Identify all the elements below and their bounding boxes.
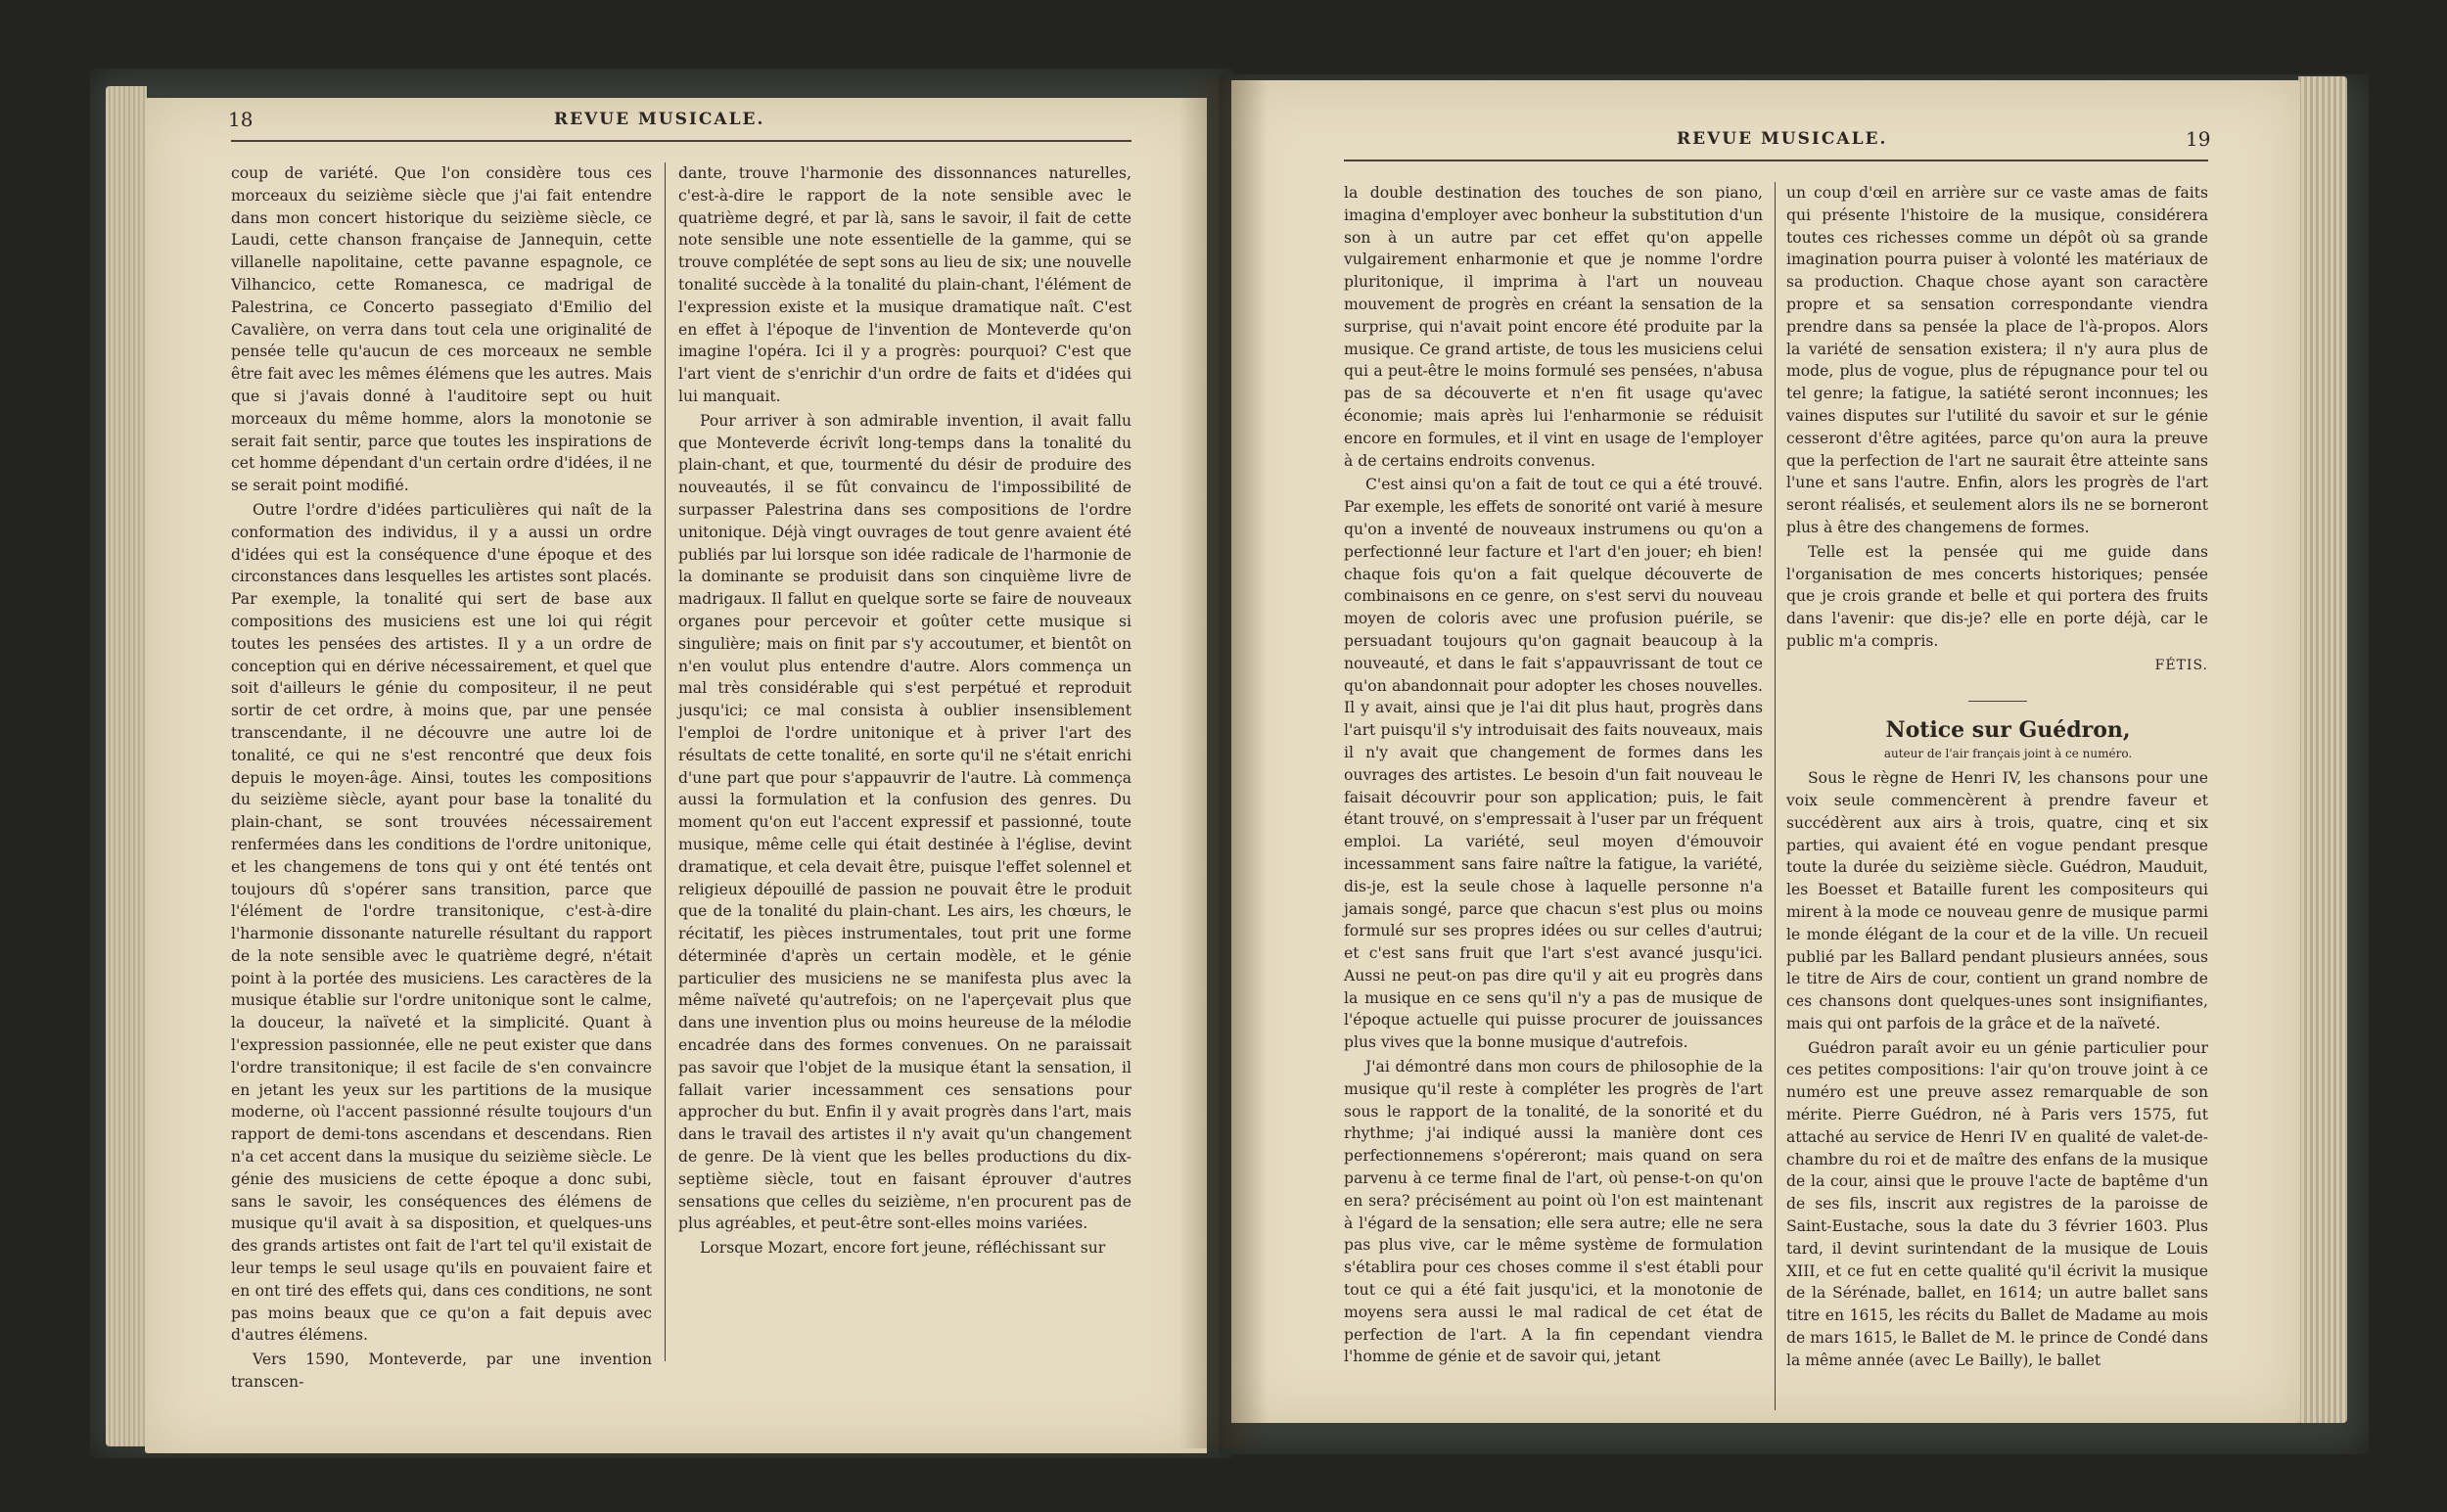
page-number: 19 bbox=[2186, 127, 2211, 151]
column-rule bbox=[665, 162, 666, 1361]
paragraph: Pour arriver à son admirable invention, il avait fallu que Monteverde écrivît long-temps dans la tonalité du plain-chant, et que, tourmenté du désir de produire des nouveautés, il se fût convaincu de l'impossibilité de surpasser Palestrina dans ses compositions de l'ordre unitonique. Déjà vingt ouvrages de tout genre avaient été publiés par lui lorsque son idée radicale de l'harmonie de la dominante se produisit dans son cinquième livre de madrigaux. Il fallut en quelque sorte se faire de nouveaux organes pour percevoir et goûter cette musique si singulière; mais on finit par s'y accoutumer, et bientôt on n'en voulut plus entendre d'autre. Alors commença un mal très considérable qui s'est perpétué et reproduit jusqu'ici; ce mal consista à oublier insensiblement l'emploi de l'ordre unitonique et à priver l'art des résultats de cette tonalité, en sorte qu'il ne s'était enrichi d'une part que pour s'appauvrir de l'autre. Là commença aussi la formulation et la confusion des genres. Du moment qu'on eut l'accent expressif et passionné, toute musique, même celle qui était destinée à l'église, devint dramatique, et cela devait être, puisque l'effet solennel et religieux dépouillé de passion ne pouvait être le produit que de la tonalité du plain-chant. Les airs, les chœurs, le récitatif, les pièces instrumentales, tout prit une forme déterminée d'après un certain modèle, et le génie particulier des musiciens ne se manifesta plus avec la même naïveté qu'autrefois; on ne l'aperçevait plus que dans une invention plus ou moins heureuse de la mélodie encadrée dans des formes convenues. On ne paraissait pas savoir que l'objet de la musique étant la sensation, il fallait varier incessamment ces sensations pour approcher du but. Enfin il y avait progrès dans l'art, mais dans le travail des artistes il n'y avait qu'un changement de genre. De là vient que les belles productions du dix-septième siècle, tout en faisant éprouver d'autres sensations que celles du seizième, n'en procurent pas de plus agréables, et peut-être sont-elles moins variées. bbox=[678, 411, 1131, 1233]
paragraph: Sous le règne de Henri IV, les chansons pour une voix seule commencèrent à prendre faveur et succédèrent aux airs à trois, quatre, cinq et six parties, qui avaient été en vogue pendant presque toute la durée du seizième siècle. Guédron, Mauduit, les Boesset et Bataille furent les compositeurs qui mirent à la mode ce nouveau genre de musique parmi le monde élégant de la cour et de la ville. Un recueil publié par les Ballard pendant plusieurs années, sous le titre de Airs de cour, contient un grand nombre de ces chansons dont quelques-unes sont insignifiantes, mais qui ont parfois de la grâce et de la naïveté. bbox=[1786, 769, 2208, 1032]
paragraph: Guédron paraît avoir eu un génie particulier pour ces petites compositions: l'air qu'on trouve joint à ce numéro est une preuve assez remarquable de son mérite. Pierre Guédron, né à Paris vers 1575, fut attaché au service de Henri IV en qualité de valet-de-chambre du roi et de maître des enfans de la musique de la cour, ainsi que le prouve l'acte de baptême d'un de ses fils, inscrit aux registres de la paroisse de Saint-Eustache, sous la date du 3 février 1603. Plus tard, il devint surintendant de la musique de Louis XIII, et ce fut en cette qualité qu'il écrivit la musique de la Sérénade, ballet, en 1614; un autre ballet sans titre en 1615, les récits du Ballet de Madame au mois de mars 1615, le Ballet de M. le prince de Condé dans la même année (avec Le Bailly), le ballet bbox=[1786, 1038, 2208, 1369]
page-edges-left bbox=[106, 86, 147, 1446]
paragraph: J'ai démontré dans mon cours de philosophie de la musique qu'il reste à compléter les progrès de l'art sous le rapport de la tonalité, de la sonorité et du rhythme; j'ai indiqué aussi la manière dont ces perfectionnemens s'opéreront; mais quand on sera parvenu à ce terme final de l'art, où pense-t-on qu'on en sera? précisément au point où l'on est maintenant à l'égard de la sensation; elle sera autre; elle ne sera pas plus vive, car le même système de formulation s'établira pour ces choses comme il s'est établi pour tout ce qui a été fait jusqu'ici, et la monotonie de moyens sera aussi le mal radical de cet état de perfection de l'art. A la fin cependant viendra l'homme de génie et de savoir qui, jetant bbox=[1344, 1058, 1763, 1366]
running-head: REVUE MUSICALE. bbox=[554, 110, 765, 129]
header-rule bbox=[1344, 160, 2208, 161]
right-column bbox=[1786, 182, 2208, 1372]
notice-title: Notice sur Guédron, bbox=[1885, 716, 2131, 743]
paragraph: C'est ainsi qu'on a fait de tout ce qui a été trouvé. Par exemple, les effets de sonorité ont varié à mesure qu'on a inventé de nouveaux instrumens ou qu'on a perfectionné leur facture et l'art d'en jouer; eh bien! chaque fois qu'on a fait quelque découverte de combinaisons en ce genre, on s'est servi du nouveau moyen de coloris avec une profusion puérile, se persuadant toujours qu'on gagnait beaucoup à la nouveauté, et dans le fait s'appauvrissant de tout ce qu'on abandonnait pour adopter les choses nouvelles. Il y avait, ainsi que je l'ai dit plus haut, progrès dans l'art puisqu'il s'y introduisait des faits nouveaux, mais il n'y avait que changement de formes dans les ouvrages des artistes. Le besoin d'un fait nouveau le faisait découvrir pour son application; puis, le fait étant trouvé, on s'empressait à l'user par un fréquent emploi. La variété, seul moyen d'émouvoir incessamment sans faire naître la fatigue, la variété, dis-je, est la seule chose à laquelle personne n'a jamais songé, parce que chacun s'est plus ou moins formulé sur ses propres idées ou sur celles d'autrui; et c'est sans fruit que l'art s'est avancé jusqu'ici. Aussi ne peut-on pas dire qu'il y ait eu progrès dans la musique en ce sens qu'il n'y a pas de musique de l'époque actuelle qui puisse procurer de jouissances plus vives que la bonne musique d'autrefois. bbox=[1344, 476, 1763, 1052]
right-page bbox=[1231, 80, 2300, 1423]
running-head: REVUE MUSICALE. bbox=[1677, 129, 1888, 149]
paragraph: Vers 1590, Monteverde, par une invention transcen- bbox=[231, 1351, 652, 1392]
paragraph: Lorsque Mozart, encore fort jeune, réfléchissant sur bbox=[700, 1239, 1106, 1258]
paragraph: coup de variété. Que l'on considère tous ces morceaux du seizième siècle que j'ai fait entendre dans mon concert historique du seizième siècle, ce Laudi, cette chanson française de Jannequin, cette villanelle napolitaine, cette pavanne espagnole, ce Vilhancico, cette Romanesca, ce madrigal de Palestrina, ce Concerto passegiato d'Emilio del Cavalière, on verra dans tout cela une originalité de pensée telle qu'aucun de ces morceaux ne semble être fait avec les mêmes élémens que les autres. Mais que si j'avais donné à l'auditoire sept ou huit morceaux du même homme, alors la monotonie se serait fait sentir, parce que toutes les inspirations de cet homme dépendant d'un certain ordre d'idées, il ne se serait point modifié. bbox=[231, 164, 652, 495]
paragraph: dante, trouve l'harmonie des dissonnances naturelles, c'est-à-dire le rapport de la note sensible avec le quatrième degré, et par là, sans le savoir, il fait de cette note sensible une note essentielle de la gamme, qui se trouve complétée de sept sons au lieu de six; une nouvelle tonalité succède à la tonalité du plain-chant, l'élément de l'expression existe et la musique dramatique naît. C'est en effet à l'époque de l'invention de Monteverde qu'on imagine l'opéra. Ici il y a progrès: pourquoi? C'est que l'art vient de s'enrichir d'un ordre de faits et d'idées qui lui manquait. bbox=[678, 164, 1131, 405]
left-column bbox=[1344, 182, 1763, 1368]
paragraph: la double destination des touches de son piano, imagina d'employer avec bonheur la substitution d'un son à un autre par cet effet qu'on appelle vulgairement enharmonie et que je nomme l'ordre pluritonique, il imprima à l'art un nouveau mouvement de progrès en créant la sensation de la surprise, qui n'avait point encore été produite par la musique. Ce grand artiste, de tous les musiciens celui qui a peut-être le moins formulé ses pensées, n'abusa pas de sa découverte et n'en fit usage qu'avec économie; mais après lui l'enharmonie se réduisit encore en formules, et il vint en usage de l'employer à de certains endroits convenus. bbox=[1344, 184, 1763, 470]
section-separator bbox=[1968, 701, 2027, 702]
author-signature: FÉTIS. bbox=[2154, 657, 2208, 673]
paragraph: Telle est la pensée qui me guide dans l'organisation de mes concerts historiques; pensée que je crois grande et belle et qui portera des fruits dans l'avenir: que dis-je? elle en porte déjà, car le public m'a compris. bbox=[1786, 542, 2208, 650]
notice-subtitle: auteur de l'air français joint à ce numéro. bbox=[1883, 747, 2133, 761]
paragraph: un coup d'œil en arrière sur ce vaste amas de faits qui présente l'histoire de la musique, considérera toutes ces richesses comme un dépôt où sa grande imagination pourra puiser à volonté les matériaux de sa production. Chaque chose ayant son caractère propre et sa sensation correspondante viendra prendre dans sa pensée la place de l'à-propos. Alors la variété de sensation existera; il n'y aura plus de mode, plus de vogue, plus de répugnance pour tel ou tel genre; la fatigue, la satiété seront inconnues; les vaines disputes sur l'utilité du savoir et sur le génie cesseront d'être agitées, parce qu'on aura la preuve que la perfection de l'art ne saurait être atteinte sans l'une et sans l'autre. Enfin, alors les progrès de l'art seront réalisés, et seulement alors ils ne se borneront plus à être des changemens de formes. bbox=[1786, 184, 2208, 536]
right-column bbox=[678, 162, 1131, 1260]
page-edges-right bbox=[2298, 76, 2347, 1423]
paragraph: Outre l'ordre d'idées particulières qui naît de la conformation des individus, il y a aussi un ordre d'idées qui est la conséquence d'une époque et des circonstances dans lesquelles les artistes sont placés. Par exemple, la tonalité qui sert de base aux compositions des musiciens est une loi qui régit toutes les pensées des artistes. Il y a un ordre de conception qui en dérive nécessairement, et quel que soit d'ailleurs le génie du compositeur, il ne peut sortir de cet ordre, à moins que, par une pensée transcendante, il ne découvre une autre loi de tonalité, ce qui ne s'est rencontré que deux fois depuis le moyen-âge. Ainsi, toutes les compositions du seizième siècle, ayant pour base la tonalité du plain-chant, se sont trouvées nécessairement renfermées dans les conditions de l'ordre unitonique, et les changemens de tons qui y ont été tentés ont toujours dû s'opérer sans transition, parce que l'élément de l'ordre transitonique, c'est-à-dire l'harmonie dissonante naturelle résultant du rapport de la note sensible avec le quatrième degré, n'était point à la portée des musiciens. Les caractères de la musique établie sur l'ordre unitonique sont le calme, la douceur, la naïveté et la simplicité. Quant à l'expression passionnée, elle ne peut exister que dans l'ordre transitonique; il est facile de s'en convaincre en jetant les yeux sur les partitions de la musique moderne, où l'accent passionné résulte toujours d'un rapport de demi-tons ascendans et descendans. Rien n'a cet accent dans la musique du seizième siècle. Le génie des musiciens de cette époque a donc subi, sans le savoir, les conséquences des élémens de musique qu'il avait à sa disposition, et quelques-uns des grands artistes ont fait de l'art tel qu'il existait de leur temps le seul usage qu'ils en pouvaient faire et en ont tiré des effets qui, dans ces conditions, ne sont pas moins beaux que ce qu'on a fait depuis avec d'autres élémens. bbox=[231, 500, 652, 1345]
page-number: 18 bbox=[228, 108, 254, 131]
header-rule bbox=[231, 140, 1131, 142]
left-page bbox=[145, 98, 1207, 1453]
left-column bbox=[231, 162, 652, 1394]
column-rule bbox=[1775, 182, 1776, 1410]
